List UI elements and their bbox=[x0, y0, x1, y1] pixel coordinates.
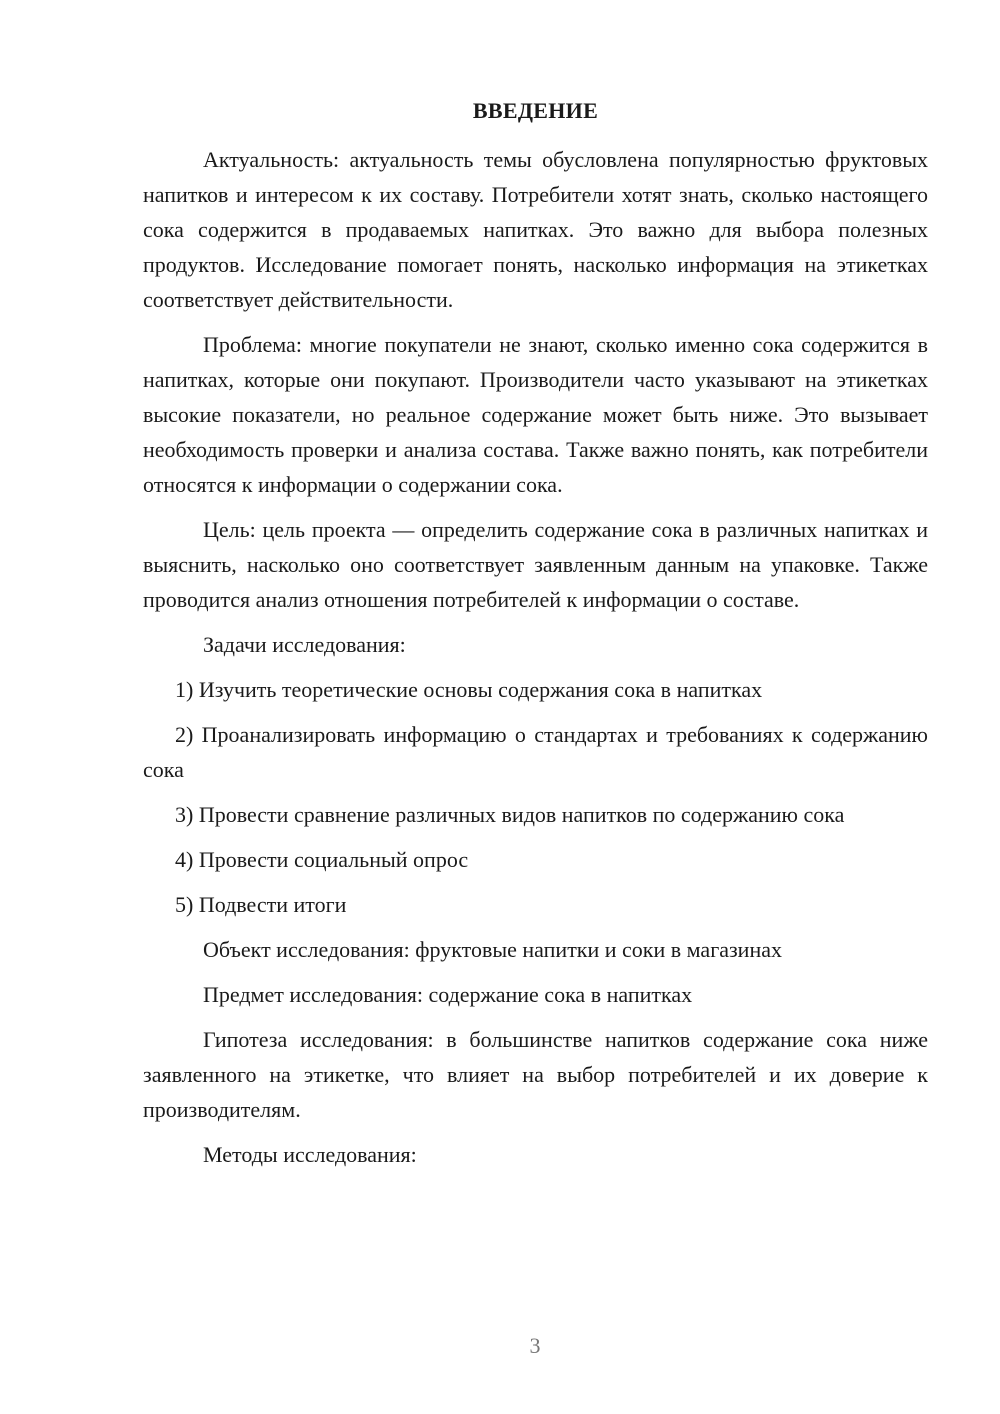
document-page bbox=[143, 93, 928, 1172]
tasks-heading: Задачи исследования: bbox=[203, 632, 406, 657]
task-item: 4) Провести социальный опрос bbox=[175, 847, 469, 872]
page-number: 3 bbox=[529, 1333, 541, 1358]
task-item: 3) Провести сравнение различных видов напитков по содержанию сока bbox=[175, 802, 845, 827]
methods-heading: Методы исследования: bbox=[203, 1142, 417, 1167]
subject-paragraph: Предмет исследования: содержание сока в напитках bbox=[203, 982, 693, 1007]
relevance-paragraph: Актуальность: актуальность темы обусловлена популярностью фруктовых напитков и интересом к их составу. Потребители хотят знать, сколько настоящего сока содержится в продаваемых напитках. Это важно для выбора полезных продуктов. Исследование помогает понять, насколько информация на этикетках соответствует действительности. bbox=[143, 147, 928, 312]
section-heading: ВВЕДЕНИЕ bbox=[472, 98, 599, 123]
goal-paragraph: Цель: цель проекта — определить содержание сока в различных напитках и выяснить, насколько оно соответствует заявленным данным на упаковке. Также проводится анализ отношения потребителей к информации о составе. bbox=[143, 517, 928, 612]
hypothesis-paragraph: Гипотеза исследования: в большинстве напитков содержание сока ниже заявленного на этикетке, что влияет на выбор потребителей и их доверие к производителям. bbox=[143, 1027, 928, 1122]
problem-paragraph: Проблема: многие покупатели не знают, сколько именно сока содержится в напитках, которые они покупают. Производители часто указывают на этикетках высокие показатели, но реальное содержание может быть ниже. Это вызывает необходимость проверки и анализа состава. Также важно понять, как потребители относятся к информации о содержании сока. bbox=[143, 332, 928, 497]
object-paragraph: Объект исследования: фруктовые напитки и соки в магазинах bbox=[203, 937, 782, 962]
task-item: 5) Подвести итоги bbox=[175, 892, 347, 917]
task-item: 1) Изучить теоретические основы содержания сока в напитках bbox=[175, 677, 763, 702]
task-item: 2) Проанализировать информацию о стандартах и требованиях к содержанию сока bbox=[143, 722, 928, 782]
